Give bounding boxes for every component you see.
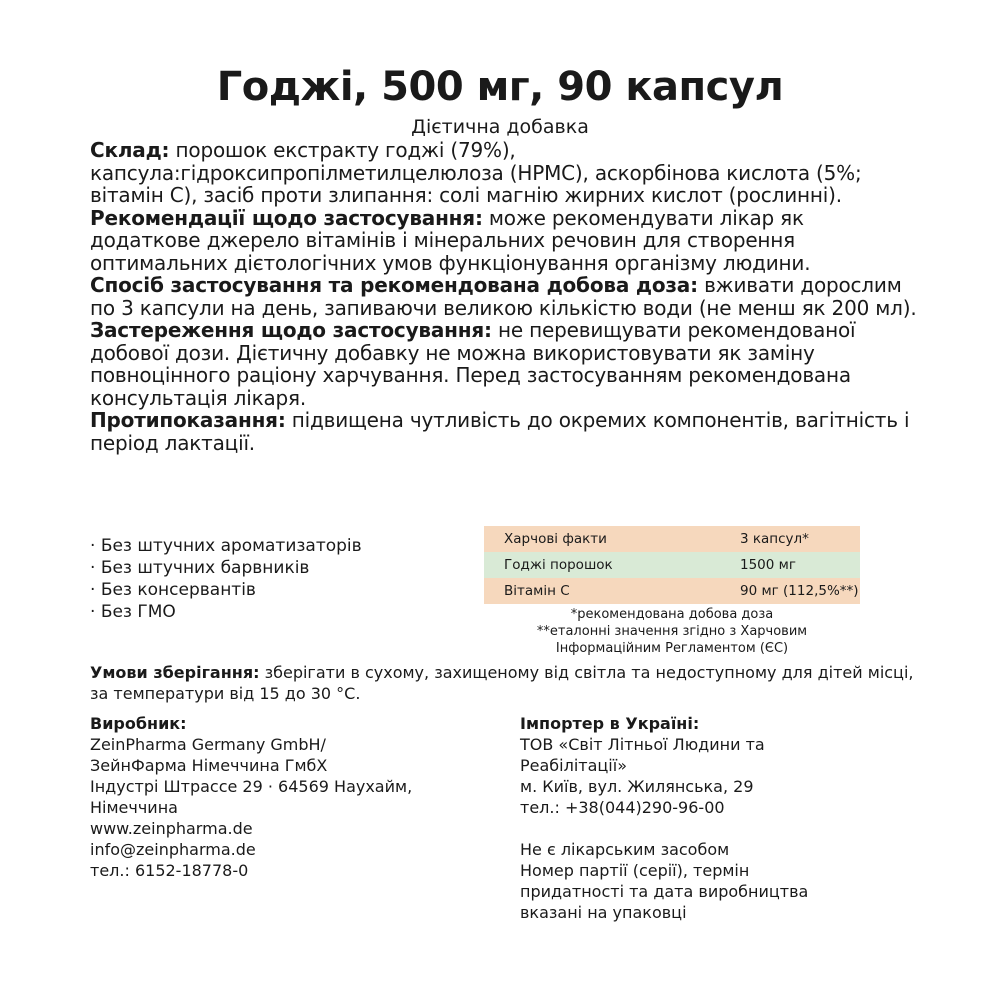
manufacturer-line: Індустрі Штрассе 29 · 64569 Наухайм, [90,777,413,796]
recommendations-text: може рекомендувати лікар як додаткове джерело вітамінів і мінеральних речовин для створення оптимальних дієтологічних умов функціонування організму людини. [90,205,811,275]
importer-label: Імпортер в Україні: [520,714,700,733]
table-row [484,526,860,552]
importer-note: Номер партії (серії), термін [520,861,750,880]
footnote-daily-dose: *рекомендована добова доза [570,607,774,622]
manufacturer-email: info@zeinpharma.de [90,840,256,859]
importer-line: м. Київ, вул. Жилянська, 29 [520,777,754,796]
usage-text: вживати дорослим по 3 капсули на день, запиваючи великою кількістю води (не менш як 200 мл). [90,273,917,320]
feature-item: · Без штучних ароматизаторів [90,535,362,557]
manufacturer-block [90,713,490,881]
footnote-reference-line2: Інформаційним Регламентом (ЄС) [555,641,789,656]
table-cell-name: Годжі порошок [504,557,613,573]
manufacturer-phone: тел.: 6152-18778-0 [90,861,249,880]
composition-section [90,139,920,207]
warnings-text: не перевищувати рекомендованої добової дози. Дієтичну добавку не можна використовувати як заміну повноцінного раціону харчування. Перед застосуванням рекомендована консультація лікаря. [90,318,856,410]
manufacturer-line: ZeinPharma Germany GmbH/ [90,735,326,754]
storage-conditions [90,662,930,704]
warnings-label: Застереження щодо застосування: [90,318,492,342]
feature-list [90,535,362,623]
table-row [484,578,860,604]
table-cell-value: 90 мг (112,5%**) [740,583,859,599]
contraindications-section [90,409,920,454]
manufacturer-line: ЗейнФарма Німеччина ГмбХ [90,756,328,775]
usage-label: Спосіб застосування та рекомендована добова доза: [90,273,698,297]
importer-line: Реабілітації» [520,756,627,775]
manufacturer-label: Виробник: [90,714,187,733]
recommendations-section [90,207,920,275]
footnote-reference-line1: **еталонні значення згідно з Харчовим [536,624,808,639]
feature-item: · Без ГМО [90,601,362,623]
product-description [90,139,920,454]
feature-item: · Без штучних барвників [90,557,362,579]
importer-phone: тел.: +38(044)290-96-00 [520,798,725,817]
table-cell-name: Вітамін С [504,583,570,599]
storage-label: Умови зберігання: [90,663,260,682]
composition-label: Склад: [90,138,170,162]
manufacturer-website: www.zeinpharma.de [90,819,253,838]
table-cell-name: Харчові факти [504,531,607,547]
table-cell-value: 3 капсул* [740,531,809,547]
warnings-section [90,319,920,409]
table-row [484,552,860,578]
manufacturer-line: Німеччина [90,798,178,817]
nutrition-facts-table [484,526,860,604]
product-title: Годжі, 500 мг, 90 капсул [216,64,784,110]
recommendations-label: Рекомендації щодо застосування: [90,205,483,230]
importer-block [520,713,920,923]
table-cell-value: 1500 мг [740,557,796,573]
feature-item: · Без консервантів [90,579,362,601]
importer-note: Не є лікарським засобом [520,840,730,859]
table-footnotes [484,606,860,657]
contraindications-label: Протипоказання: [90,408,286,432]
storage-text: зберігати в сухому, захищеному від світла та недоступному для дітей місці, за температури від 15 до 30 °С. [90,663,914,703]
contraindications-text: підвищена чутливість до окремих компонентів, вагітність і період лактації. [90,408,910,455]
importer-line: ТОВ «Світ Літньої Людини та [520,735,765,754]
importer-note: придатності та дата виробництва [520,882,809,901]
importer-note: вказані на упаковці [520,903,687,922]
usage-section [90,274,920,319]
composition-text: порошок екстракту годжі (79%), капсула:гідроксипропілметилцелюлоза (HPMC), аскорбінова кислота (5%; вітамін C), засіб проти злипання: солі магнію жирних кислот (рослинні). [90,138,862,207]
product-subtitle: Дієтична добавка [411,116,589,138]
